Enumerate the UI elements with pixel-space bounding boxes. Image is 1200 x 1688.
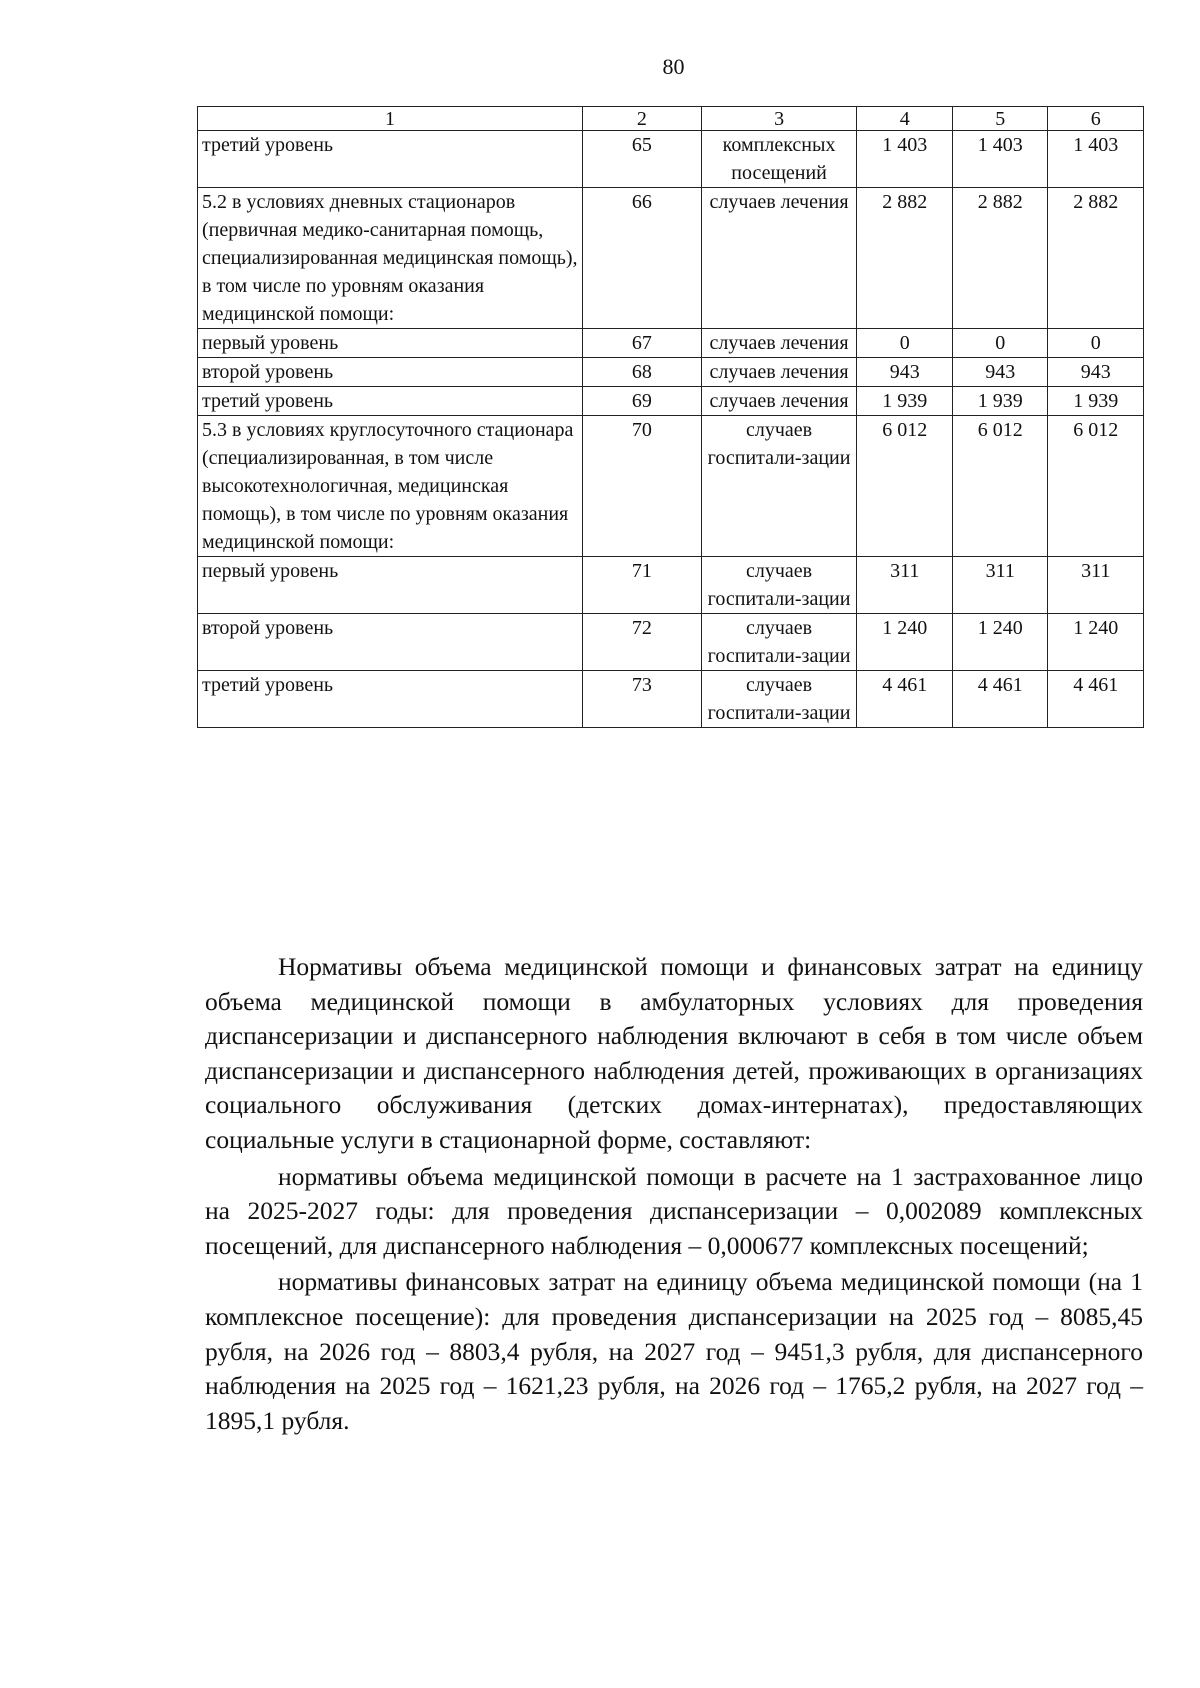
row-name-cell: 5.2 в условиях дневных стационаров (первичная медико-санитарная помощь, специализированная медицинская помощь), в том числе по уровням оказания медицинской помощи: <box>198 188 583 329</box>
table-row <box>198 329 1144 358</box>
row-value-cell: 0 <box>857 329 953 358</box>
row-name-cell: второй уровень <box>198 358 583 387</box>
row-value-cell: 2 882 <box>857 188 953 329</box>
row-name-cell: второй уровень <box>198 614 583 671</box>
row-number-cell: 66 <box>583 188 702 329</box>
column-header: 6 <box>1048 107 1144 131</box>
row-number-cell: 69 <box>583 387 702 416</box>
table-row <box>198 387 1144 416</box>
table-row <box>198 131 1144 188</box>
row-value-cell: 4 461 <box>1048 671 1144 728</box>
row-unit-cell: случаев госпитали-зации <box>701 614 857 671</box>
row-value-cell: 1 939 <box>857 387 953 416</box>
row-value-cell: 1 403 <box>857 131 953 188</box>
row-unit-cell: комплексных посещений <box>701 131 857 188</box>
row-number-cell: 68 <box>583 358 702 387</box>
row-unit-cell: случаев госпитали-зации <box>701 416 857 557</box>
row-value-cell: 1 240 <box>857 614 953 671</box>
row-value-cell: 0 <box>952 329 1048 358</box>
column-header: 2 <box>583 107 702 131</box>
row-name-cell: третий уровень <box>198 131 583 188</box>
table-header-row <box>198 107 1144 131</box>
row-value-cell: 943 <box>857 358 953 387</box>
row-unit-cell: случаев лечения <box>701 358 857 387</box>
page-number: 80 <box>662 54 685 79</box>
data-table <box>197 106 1144 728</box>
row-number-cell: 70 <box>583 416 702 557</box>
row-name-cell: третий уровень <box>198 387 583 416</box>
row-unit-cell: случаев лечения <box>701 387 857 416</box>
row-value-cell: 4 461 <box>952 671 1048 728</box>
table-row <box>198 358 1144 387</box>
row-value-cell: 0 <box>1048 329 1144 358</box>
paragraph: Нормативы объема медицинской помощи и финансовых затрат на единицу объема медицинской помощи в амбулаторных условиях для проведения диспансеризации и диспансерного наблюдения включают в себя в том числе объем диспансеризации и диспансерного наблюдения детей, проживающих в организациях социального обслуживания (детских домах-интернатах), предоставляющих социальные услуги в стационарной форме, составляют: <box>205 952 1143 1154</box>
row-number-cell: 73 <box>583 671 702 728</box>
row-value-cell: 4 461 <box>857 671 953 728</box>
row-value-cell: 6 012 <box>857 416 953 557</box>
row-number-cell: 67 <box>583 329 702 358</box>
row-unit-cell: случаев лечения <box>701 188 857 329</box>
row-number-cell: 65 <box>583 131 702 188</box>
table-row <box>198 416 1144 557</box>
row-name-cell: третий уровень <box>198 671 583 728</box>
text-block <box>205 950 1143 1438</box>
row-unit-cell: случаев госпитали-зации <box>701 671 857 728</box>
row-value-cell: 1 403 <box>1048 131 1144 188</box>
table-row <box>198 188 1144 329</box>
row-value-cell: 1 403 <box>952 131 1048 188</box>
table-row <box>198 614 1144 671</box>
row-number-cell: 72 <box>583 614 702 671</box>
row-value-cell: 1 939 <box>952 387 1048 416</box>
row-name-cell: первый уровень <box>198 557 583 614</box>
row-value-cell: 1 240 <box>952 614 1048 671</box>
row-value-cell: 311 <box>952 557 1048 614</box>
row-value-cell: 1 240 <box>1048 614 1144 671</box>
row-value-cell: 311 <box>1048 557 1144 614</box>
row-value-cell: 6 012 <box>952 416 1048 557</box>
row-number-cell: 71 <box>583 557 702 614</box>
row-name-cell: первый уровень <box>198 329 583 358</box>
column-header: 4 <box>857 107 953 131</box>
row-unit-cell: случаев лечения <box>701 329 857 358</box>
column-header: 3 <box>701 107 857 131</box>
row-value-cell: 943 <box>1048 358 1144 387</box>
row-unit-cell: случаев госпитали-зации <box>701 557 857 614</box>
paragraph: нормативы финансовых затрат на единицу объема медицинской помощи (на 1 комплексное посещение): для проведения диспансеризации на 2025 год – 8085,45 рубля, на 2026 год – 8803,4 рубля, на 2027 год – 9451,3 рубля, для диспансерного наблюдения на 2025 год – 1621,23 рубля, на 2026 год – 1765,2 рубля, на 2027 год – 1895,1 рубля. <box>205 1267 1143 1435</box>
paragraph: нормативы объема медицинской помощи в расчете на 1 застрахованное лицо на 2025-2027 годы: для проведения диспансеризации – 0,002089 комплексных посещений, для диспансерного наблюдения – 0,000677 комплексных посещений; <box>205 1161 1143 1260</box>
table-row <box>198 557 1144 614</box>
table-row <box>198 671 1144 728</box>
row-value-cell: 311 <box>857 557 953 614</box>
row-value-cell: 2 882 <box>952 188 1048 329</box>
row-name-cell: 5.3 в условиях круглосуточного стационара (специализированная, в том числе высокотехнологичная, медицинская помощь), в том числе по уровням оказания медицинской помощи: <box>198 416 583 557</box>
row-value-cell: 2 882 <box>1048 188 1144 329</box>
row-value-cell: 1 939 <box>1048 387 1144 416</box>
row-value-cell: 6 012 <box>1048 416 1144 557</box>
row-value-cell: 943 <box>952 358 1048 387</box>
column-header: 1 <box>198 107 583 131</box>
column-header: 5 <box>952 107 1048 131</box>
